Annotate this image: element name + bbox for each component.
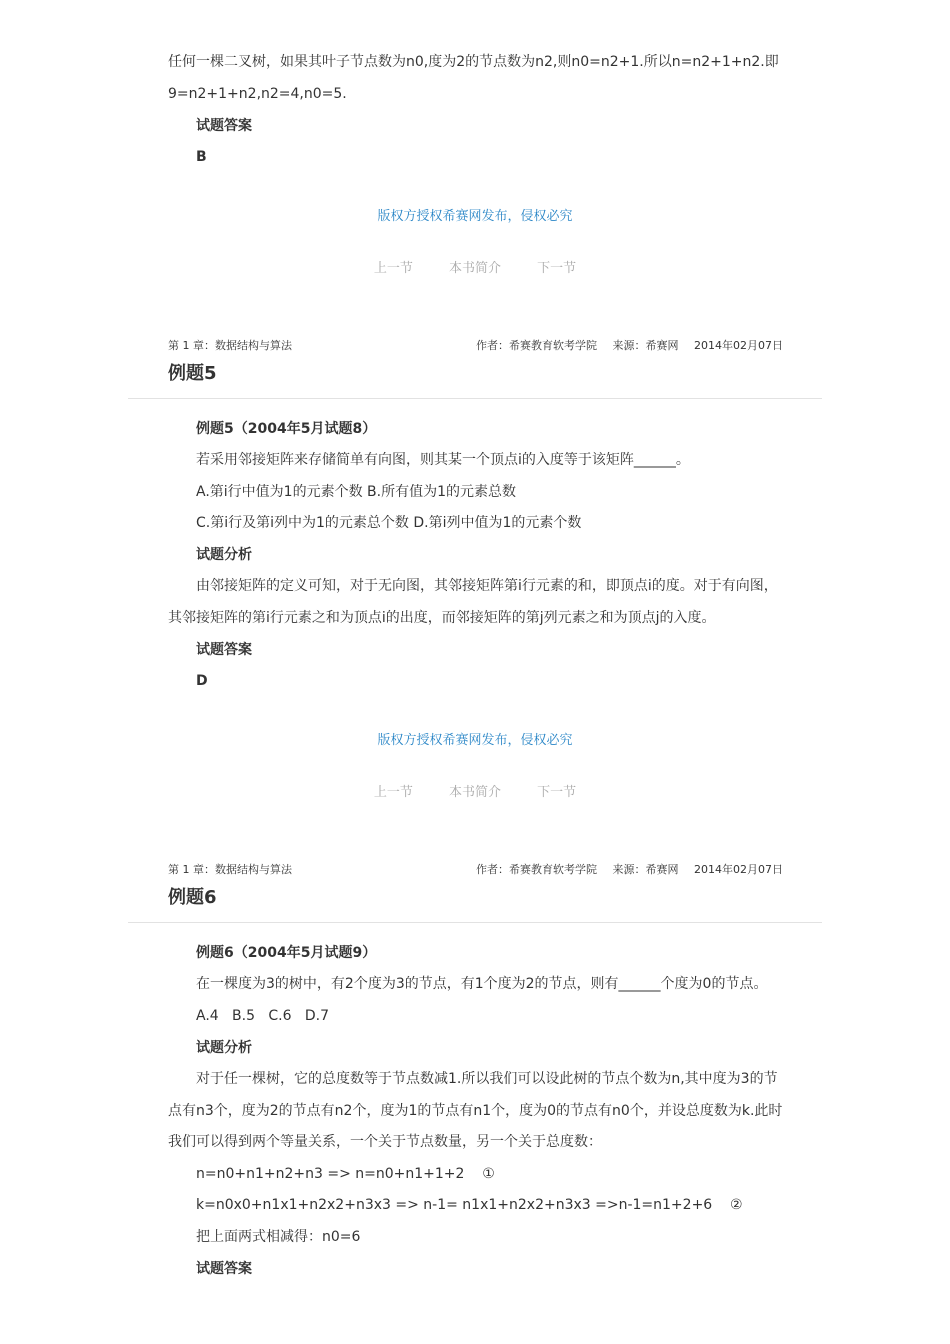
divider <box>128 398 822 399</box>
next-section-link[interactable]: 下一节 <box>537 785 577 800</box>
analysis-text: 点有n3个，度为2的节点有n2个，度为1的节点有n1个，度为0的节点有n0个，并设总度数为k.此时 <box>168 1103 783 1119</box>
copyright-notice: 版权方授权希赛网发布，侵权必究 <box>377 733 573 748</box>
result-text: 把上面两式相减得：n0=6 <box>196 1229 361 1245</box>
book-intro-link[interactable]: 本书简介 <box>448 261 501 276</box>
page-title: 例题6 <box>168 887 217 908</box>
question-heading: 例题6（2004年5月试题9） <box>196 945 377 961</box>
answer-label: 试题答案 <box>196 642 252 658</box>
divider <box>128 922 822 923</box>
question-text: 在一棵度为3的树中，有2个度为3的节点，有1个度为2的节点，则有______个度为0的节点。 <box>196 976 768 992</box>
author-label: 作者：希赛教育软考学院 <box>476 863 597 876</box>
page-title: 例题5 <box>168 363 217 384</box>
analysis-text: 其邻接矩阵的第i行元素之和为顶点i的出度，而邻接矩阵的第j列元素之和为顶点j的入度。 <box>168 610 716 626</box>
formula: n=n0+n1+n2+n3 => n=n0+n1+1+2 ① <box>196 1166 495 1182</box>
book-intro-link[interactable]: 本书简介 <box>448 785 501 800</box>
date-label: 2014年02月07日 <box>694 863 783 876</box>
date-label: 2014年02月07日 <box>694 339 783 352</box>
article-meta <box>464 337 783 353</box>
analysis-text: 对于任一棵树，它的总度数等于节点数减1.所以我们可以设此树的节点个数为n,其中度为3的节 <box>196 1071 778 1087</box>
analysis-text: 9=n2+1+n2,n2=4,n0=5. <box>168 86 347 102</box>
question-options: C.第i行及第i列中为1的元素总个数 D.第i列中值为1的元素个数 <box>196 515 582 531</box>
question-options: A.4 B.5 C.6 D.7 <box>196 1008 329 1024</box>
answer-label: 试题答案 <box>196 1261 252 1277</box>
source-label: 来源：希赛网 <box>612 339 679 352</box>
analysis-label: 试题分析 <box>196 547 252 563</box>
section-nav <box>0 781 950 800</box>
question-options: A.第i行中值为1的元素个数 B.所有值为1的元素总数 <box>196 484 516 500</box>
section-nav <box>0 257 950 276</box>
chapter-label: 第 1 章：数据结构与算法 <box>168 339 292 352</box>
source-label: 来源：希赛网 <box>612 863 679 876</box>
question-text: 若采用邻接矩阵来存储简单有向图，则其某一个顶点i的入度等于该矩阵______。 <box>196 452 690 468</box>
analysis-text: 由邻接矩阵的定义可知，对于无向图，其邻接矩阵第i行元素的和，即顶点i的度。对于有向图， <box>196 578 778 594</box>
copyright-notice: 版权方授权希赛网发布，侵权必究 <box>377 209 573 224</box>
answer-value: B <box>196 149 207 165</box>
article-meta <box>464 861 783 877</box>
answer-value: D <box>196 673 208 689</box>
analysis-text: 我们可以得到两个等量关系，一个关于节点数量，另一个关于总度数： <box>168 1134 602 1150</box>
question-heading: 例题5（2004年5月试题8） <box>196 421 377 437</box>
author-label: 作者：希赛教育软考学院 <box>476 339 597 352</box>
chapter-label: 第 1 章：数据结构与算法 <box>168 863 292 876</box>
analysis-label: 试题分析 <box>196 1040 252 1056</box>
formula: k=n0x0+n1x1+n2x2+n3x3 => n-1= n1x1+n2x2+n3x3 =>n-1=n1+2+6 ② <box>196 1197 743 1213</box>
answer-label: 试题答案 <box>196 118 252 134</box>
next-section-link[interactable]: 下一节 <box>537 261 577 276</box>
prev-section-link[interactable]: 上一节 <box>373 785 413 800</box>
prev-section-link[interactable]: 上一节 <box>373 261 413 276</box>
analysis-text: 任何一棵二叉树，如果其叶子节点数为n0,度为2的节点数为n2,则n0=n2+1.所以n=n2+1+n2.即 <box>168 54 779 70</box>
